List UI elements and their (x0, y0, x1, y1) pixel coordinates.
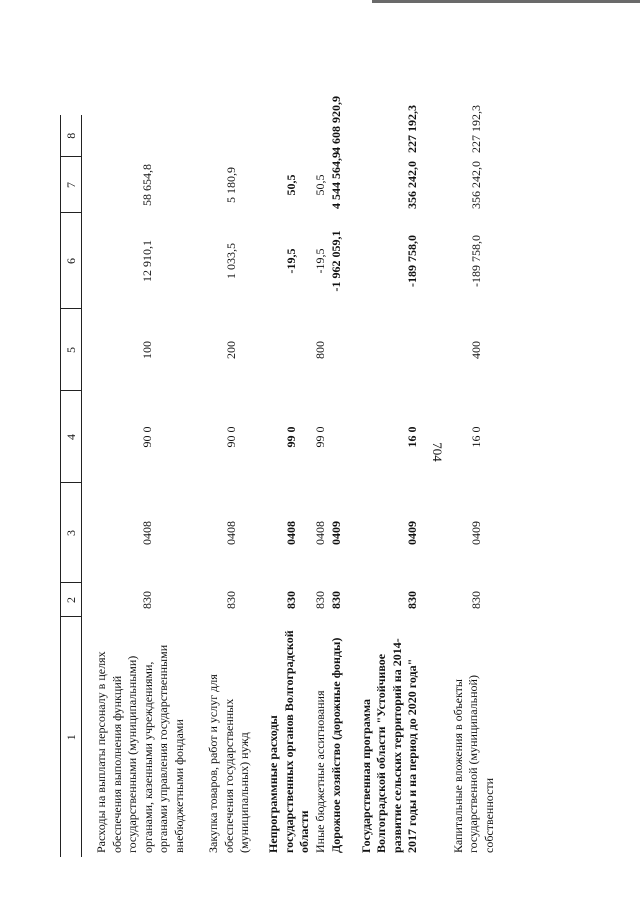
cell-ministry-code: 830 (328, 591, 343, 609)
column-header: 3 (61, 483, 82, 583)
cell-amount-7: 50,5 (312, 174, 327, 196)
cell-section-code: 0409 (404, 521, 419, 545)
column-header: 5 (61, 309, 82, 391)
table-row (206, 115, 266, 857)
cell-amount-6: -1 962 059,1 (328, 230, 343, 292)
row-name: Государственная программа Волгоградской области "Устойчивое развитие сельских территорий на 2014-2017 годы и на период до 2020 года" (358, 638, 419, 853)
column-header: 6 (61, 213, 82, 309)
cell-expense-type: 400 (468, 341, 483, 359)
column-header: 1 (61, 617, 82, 857)
cell-ministry-code: 830 (468, 591, 483, 609)
table-row (359, 115, 451, 857)
cell-amount-7: 50,5 (284, 174, 298, 196)
table-row (266, 115, 313, 857)
cell-amount-6: 1 033,5 (224, 243, 238, 279)
cell-amount-7: 356 242,0 (404, 161, 419, 209)
cell-ministry-code: 830 (404, 591, 419, 609)
cell-expense-type (359, 309, 451, 391)
row-name: Закупка товаров, работ и услуг для обеспечения государственных (муниципальных) нужд (206, 674, 251, 853)
cell-amount-8 (206, 115, 266, 157)
table-header-row (61, 115, 82, 857)
cell-section-code: 0408 (284, 521, 298, 545)
cell-ministry-code: 830 (140, 591, 154, 609)
cell-amount-8: 227 192,3 (404, 105, 419, 153)
column-header: 7 (61, 157, 82, 213)
cell-amount-6: -189 758,0 (404, 235, 419, 287)
cell-amount-7: 356 242,0 (468, 161, 483, 209)
cell-amount-7: 5 180,9 (224, 167, 238, 203)
cell-amount-7: 58 654,8 (140, 164, 154, 206)
cell-amount-6: -19,5 (284, 248, 298, 274)
cell-amount-8 (313, 115, 329, 157)
row-name: Капитальные вложения в объекты государственной (муниципальной) собственности (450, 675, 496, 853)
top-border-line (372, 0, 640, 3)
cell-section-code: 0409 (328, 521, 343, 545)
row-name: Дорожное хозяйство (дорожные фонды) (328, 637, 343, 853)
cell-ministry-code: 830 (312, 591, 327, 609)
table-row (451, 115, 511, 857)
page-number: 704 (430, 442, 445, 462)
cell-target-code (329, 391, 359, 483)
row-name: Расходы на выплаты персоналу в целях обеспечения выполнения функций государственными (муниципальными) органами, казенными учреждениями, органами управления государственными внебюджетными фондами (94, 644, 186, 853)
column-header: 8 (61, 115, 82, 157)
cell-target-code: 99 0 (312, 426, 327, 448)
cell-target-code: 90 0 (224, 426, 238, 448)
cell-expense-type: 100 (140, 341, 154, 359)
row-name: Иные бюджетные ассигнования (312, 690, 327, 853)
cell-amount-6: -19,5 (312, 248, 327, 274)
cell-amount-6: -189 758,0 (468, 235, 483, 287)
cell-section-code: 0408 (140, 521, 154, 545)
cell-section-code: 0408 (312, 521, 327, 545)
table-spacer (82, 115, 95, 857)
cell-amount-8: 227 192,3 (468, 105, 483, 153)
cell-amount-6: 12 910,1 (140, 240, 154, 282)
cell-target-code: 16 0 (468, 426, 483, 448)
cell-amount-7: 4 544 564,9 (328, 152, 343, 209)
column-header: 2 (61, 583, 82, 617)
cell-amount-8: 4 608 920,9 (328, 96, 343, 153)
budget-table (60, 96, 511, 857)
table-row (94, 115, 206, 857)
cell-target-code: 90 0 (140, 426, 154, 448)
cell-target-code: 16 0 (404, 426, 419, 448)
cell-ministry-code: 830 (284, 591, 298, 609)
cell-section-code: 0409 (468, 521, 483, 545)
table-row (313, 115, 329, 857)
table-row (329, 115, 359, 857)
column-header: 4 (61, 391, 82, 483)
rotated-table-wrapper (60, 96, 596, 857)
row-name: Непрограммные расходы государственных органов Волгоградской области (266, 630, 311, 853)
cell-amount-8 (94, 115, 206, 157)
cell-amount-8 (266, 115, 313, 157)
cell-expense-type (329, 309, 359, 391)
cell-expense-type: 200 (224, 341, 238, 359)
cell-expense-type (266, 309, 313, 391)
cell-expense-type: 800 (312, 341, 327, 359)
cell-section-code: 0408 (224, 521, 238, 545)
cell-target-code: 99 0 (284, 426, 298, 448)
cell-ministry-code: 830 (224, 591, 238, 609)
